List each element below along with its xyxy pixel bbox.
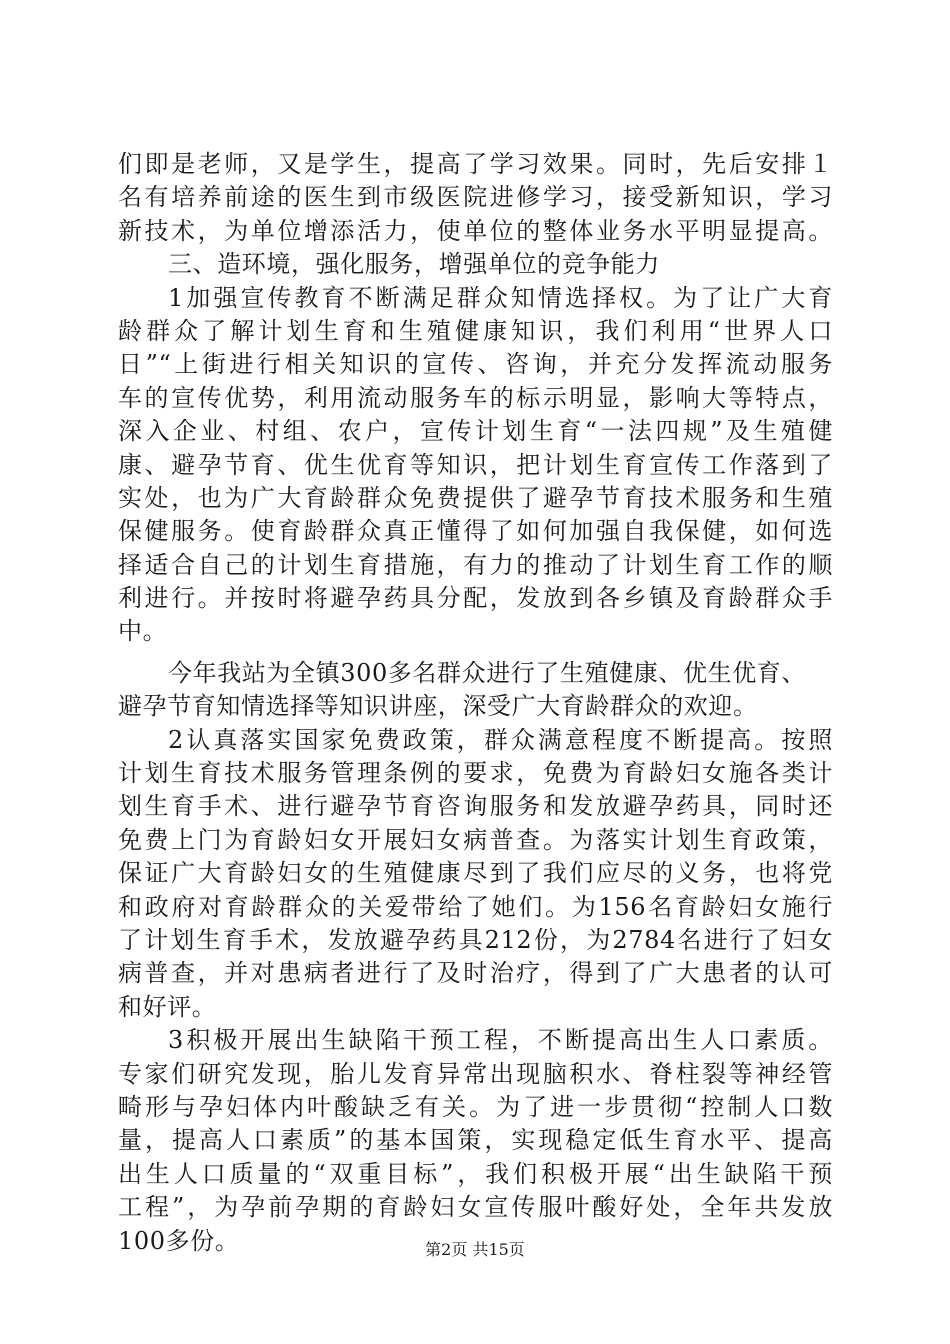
text-line: 中。	[118, 617, 168, 646]
text-line: 3积极开展出生缺陷干预工程，不断提高出生人口素质。	[168, 1026, 833, 1055]
text-line: 和政府对育龄群众的关爱带给了她们。为156名育龄妇女施行	[118, 892, 833, 921]
text-line: 深入企业、村组、农户，宣传计划生育“一法四规”及生殖健	[118, 417, 833, 446]
text-line: 新技术，为单位增添活力，使单位的整体业务水平明显提高。	[118, 216, 833, 245]
text-line: 工程”，为孕前孕期的育龄妇女宣传服叶酸好处，全年共发放	[118, 1193, 833, 1222]
text-line: 康、避孕节育、优生优育等知识，把计划生育宣传工作落到了	[118, 450, 833, 479]
text-line: 100多份。	[118, 1226, 240, 1255]
text-line: 病普查，并对患病者进行了及时治疗，得到了广大患者的认可	[118, 959, 833, 988]
text-line: 畸形与孕妇体内叶酸缺乏有关。为了进一步贯彻“控制人口数	[118, 1092, 833, 1121]
text-line: 保健服务。使育龄群众真正懂得了如何加强自我保健，如何选	[118, 517, 833, 546]
text-line: 名有培养前途的医生到市级医院进修学习，接受新知识，学习	[118, 183, 833, 212]
document-body	[118, 148, 833, 1258]
text-line: 和好评。	[118, 992, 217, 1021]
text-line: 了计划生育手术，发放避孕药具212份，为2784名进行了妇女	[118, 925, 833, 954]
text-line: 日”“上街进行相关知识的宣传、咨询，并充分发挥流动服务	[118, 350, 833, 379]
text-line: 量，提高人口素质”的基本国策，实现稳定低生育水平、提高	[118, 1126, 833, 1155]
text-line: 避孕节育知情选择等知识讲座，深受广大育龄群众的欢迎。	[118, 692, 758, 721]
text-line: 免费上门为育龄妇女开展妇女病普查。为落实计划生育政策，	[118, 825, 833, 854]
text-line: 们即是老师，又是学生，提高了学习效果。同时，先后安排１	[118, 150, 833, 178]
text-line: 车的宣传优势，利用流动服务车的标示明显，影响大等特点，	[118, 383, 833, 412]
text-line: 择适合自己的计划生育措施，有力的推动了计划生育工作的顺	[118, 550, 833, 579]
text-line: 计划生育技术服务管理条例的要求，免费为育龄妇女施各类计	[118, 759, 833, 788]
text-line: 利进行。并按时将避孕药具分配，发放到各乡镇及育龄群众手	[118, 584, 833, 613]
text-line: 龄群众了解计划生育和生殖健康知识，我们利用“世界人口	[118, 316, 833, 345]
text-line: 专家们研究发现，胎儿发育异常出现脑积水、脊柱裂等神经管	[118, 1059, 833, 1088]
section-heading: 三、造环境，强化服务，增强单位的竞争能力	[168, 250, 660, 279]
text-line: 划生育手术、进行避孕节育咨询服务和发放避孕药具，同时还	[118, 792, 833, 821]
text-line: 出生人口质量的“双重目标”，我们积极开展“出生缺陷干预	[118, 1159, 833, 1188]
text-line: 1加强宣传教育不断满足群众知情选择权。为了让广大育	[168, 283, 833, 312]
text-line: 实处，也为广大育龄群众免费提供了避孕节育技术服务和生殖	[118, 483, 833, 512]
text-line: 保证广大育龄妇女的生殖健康尽到了我们应尽的义务，也将党	[118, 859, 833, 888]
text-line: 今年我站为全镇300多名群众进行了生殖健康、优生优育、	[168, 658, 807, 687]
page-number-footer: 第2页 共15页	[425, 1240, 525, 1259]
text-line: 2认真落实国家免费政策，群众满意程度不断提高。按照	[168, 725, 833, 754]
